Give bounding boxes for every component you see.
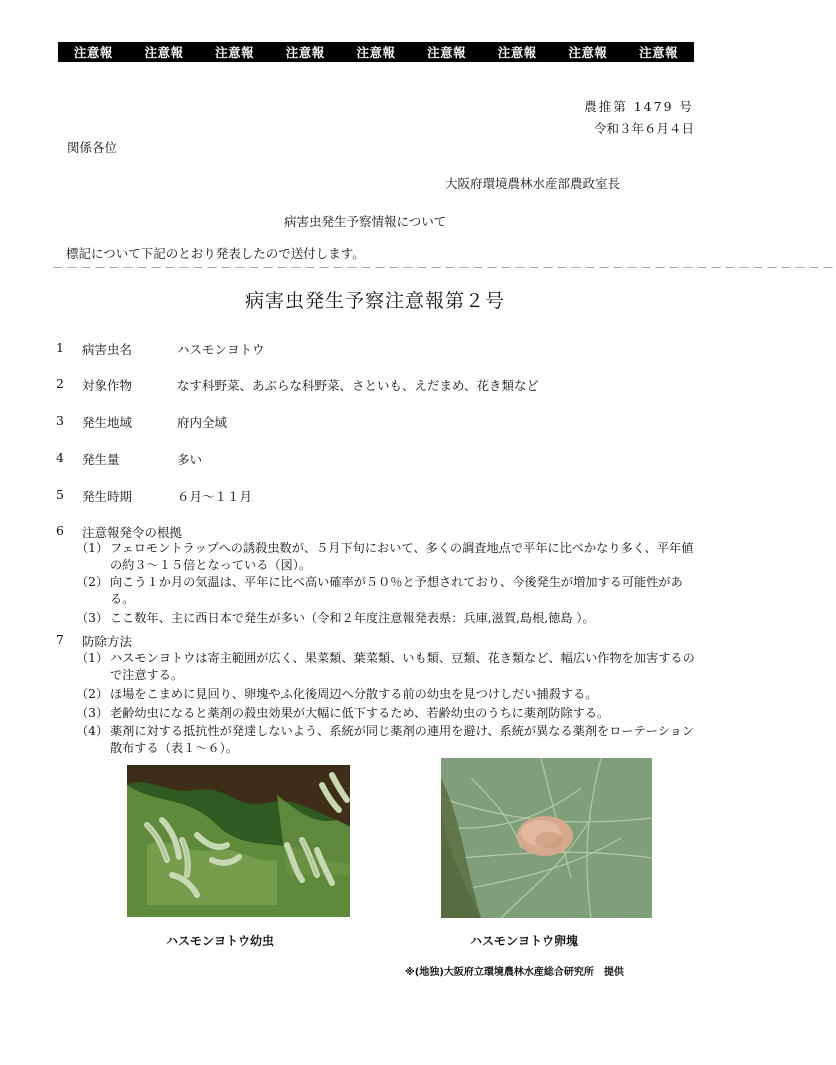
paragraph bbox=[76, 610, 696, 627]
paragraph-number: （4） bbox=[76, 724, 109, 738]
paragraph-number: （2） bbox=[76, 575, 109, 589]
paragraph-text: フェロモントラップへの誘殺虫数が、５月下旬において、多くの調査地点で平年に比べかなり多く、平年値の約３～１５倍となっている（図）。 bbox=[110, 541, 694, 572]
item-label: 発生時期 bbox=[82, 489, 133, 504]
paragraph-text: 薬剤に対する抵抗性が発達しないよう、系統が同じ薬剤の連用を避け、系統が異なる薬剤をローテーション散布する（表１～６）。 bbox=[110, 724, 695, 755]
item-value: 府内全域 bbox=[177, 415, 228, 430]
paragraph bbox=[76, 540, 696, 573]
item-label: 病害虫名 bbox=[82, 342, 133, 357]
item-value: ハスモンヨトウ bbox=[177, 342, 265, 357]
intro-text: 標記について下記のとおり発表したので送付します。 bbox=[66, 246, 365, 261]
larva-photo-image bbox=[127, 765, 350, 917]
item-label: 対象作物 bbox=[82, 378, 133, 393]
banner-item: 注意報 bbox=[285, 45, 325, 60]
item-number: 5 bbox=[56, 487, 64, 502]
sender: 大阪府環境農林水産部農政室長 bbox=[445, 176, 621, 191]
paragraph bbox=[76, 723, 696, 756]
paragraph-text: ここ数年、主に西日本で発生が多い（令和２年度注意報発表県：兵庫,滋賀,島根,徳島 ）。 bbox=[110, 611, 595, 625]
item-label: 発生量 bbox=[82, 452, 120, 467]
egg-mass-photo bbox=[441, 758, 652, 918]
paragraph bbox=[76, 650, 696, 683]
item-label: 発生地域 bbox=[82, 415, 133, 430]
document-date: 令和３年６月４日 bbox=[593, 121, 694, 136]
larva-photo bbox=[127, 765, 350, 917]
section-number: 7 bbox=[56, 632, 64, 647]
banner-item: 注意報 bbox=[356, 45, 396, 60]
item-number: 3 bbox=[56, 413, 64, 428]
paragraph-number: （3） bbox=[76, 706, 109, 720]
paragraph-text: 向こう１か月の気温は、平年に比べ高い確率が５０％と予想されており、今後発生が増加する可能性がある。 bbox=[110, 575, 683, 606]
paragraph-number: （1） bbox=[76, 541, 109, 555]
subject-line: 病害虫発生予察情報について bbox=[284, 214, 447, 229]
paragraph-text: 老齢幼虫になると薬剤の殺虫効果が大幅に低下するため、若齢幼虫のうちに薬剤防除する。 bbox=[110, 706, 610, 720]
photo-credit: ※(地独)大阪府立環境農林水産総合研究所 提供 bbox=[405, 967, 624, 978]
item-number: 4 bbox=[56, 450, 64, 465]
banner-item: 注意報 bbox=[568, 45, 608, 60]
banner-item: 注意報 bbox=[73, 45, 113, 60]
banner-item: 注意報 bbox=[144, 45, 184, 60]
larva-caption: ハスモンヨトウ幼虫 bbox=[166, 934, 275, 948]
item-number: 2 bbox=[56, 376, 64, 391]
egg-mass-caption: ハスモンヨトウ卵塊 bbox=[470, 934, 579, 948]
section-heading: 防除方法 bbox=[82, 634, 133, 649]
item-number: 1 bbox=[56, 340, 64, 355]
dashed-separator: －－－－－－－－－－－－－－－－－－－－－－－－－－－－－－－－－－－－－－－－－－－－－－－－－－－－－－－－ bbox=[52, 261, 836, 275]
paragraph-number: （3） bbox=[76, 611, 109, 625]
egg-mass-photo-image bbox=[441, 758, 652, 918]
document-number: 農推第 1479 号 bbox=[584, 99, 694, 114]
paragraph-text: ほ場をこまめに見回り、卵塊やふ化後周辺へ分散する前の幼虫を見つけしだい捕殺する。 bbox=[110, 687, 598, 701]
alert-banner bbox=[58, 42, 694, 62]
banner-item: 注意報 bbox=[639, 45, 679, 60]
paragraph-text: ハスモンヨトウは寄主範囲が広く、果菜類、葉菜類、いも類、豆類、花き類など、幅広い作物を加害するので注意する。 bbox=[110, 651, 695, 682]
section-number: 6 bbox=[56, 523, 64, 538]
item-value: なす科野菜、あぶらな科野菜、さといも、えだまめ、花き類など bbox=[177, 378, 540, 393]
addressee: 関係各位 bbox=[67, 140, 118, 155]
paragraph-number: （2） bbox=[76, 687, 109, 701]
banner-item: 注意報 bbox=[215, 45, 255, 60]
paragraph bbox=[76, 705, 696, 722]
paragraph bbox=[76, 686, 696, 703]
item-value: ６月～１１月 bbox=[177, 489, 253, 504]
banner-item: 注意報 bbox=[427, 45, 467, 60]
item-value: 多い bbox=[177, 452, 203, 467]
section-heading: 注意報発令の根拠 bbox=[82, 525, 183, 540]
banner-item: 注意報 bbox=[497, 45, 537, 60]
paragraph-number: （1） bbox=[76, 651, 109, 665]
page-title: 病害虫発生予察注意報第２号 bbox=[244, 290, 505, 312]
paragraph bbox=[76, 574, 696, 607]
